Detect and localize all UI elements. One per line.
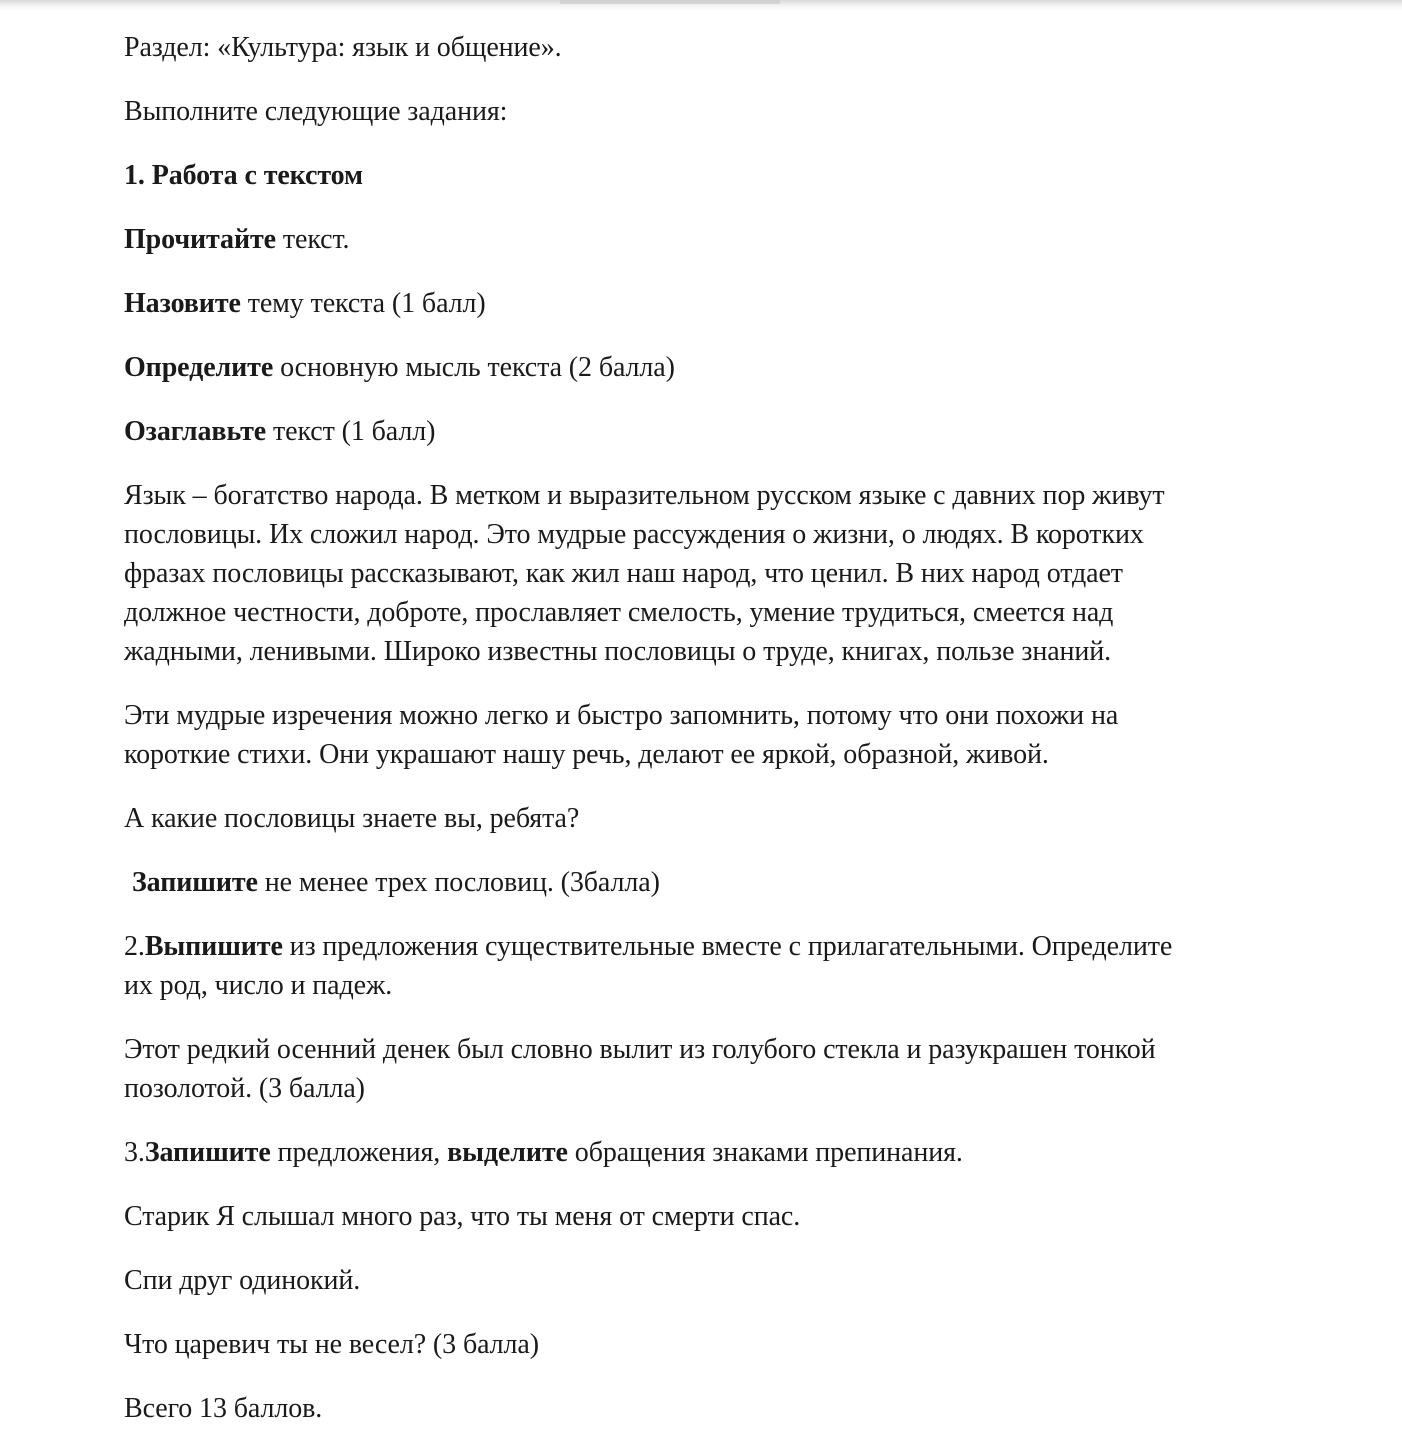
task1-item-name-topic: Назовите тему текста (1 балл): [124, 288, 486, 319]
task2-sentence: Этот редкий осенний денек был словно вылит из голубого стекла и разукрашен тонкой позолотой. (3 балла): [124, 1034, 1156, 1104]
task1-item-title: Озаглавьте текст (1 балл): [124, 416, 436, 447]
task1-item-read: Прочитайте текст.: [124, 224, 350, 255]
section-title: Раздел: «Культура: язык и общение».: [124, 32, 562, 63]
text-line: фразах пословицы рассказывают, как жил наш народ, что ценил. В них народ отдает: [124, 558, 1123, 589]
text-line: должное честности, доброте, прославляет смелость, умение трудиться, смеется над: [124, 597, 1114, 628]
task3-instruction: 3.Запишите предложения, выделите обращения знаками препинания.: [124, 1137, 963, 1168]
text-paragraph-1: [124, 476, 1294, 671]
document-content: [124, 28, 1294, 1453]
intro-line: Выполните следующие задания:: [124, 96, 508, 127]
write-proverbs-task: Запишите не менее трех пословиц. (3балла): [132, 867, 660, 898]
task1-heading: 1. Работа с текстом: [124, 160, 363, 191]
task2-instruction: 2.Выпишите из предложения существительные вместе с прилагательными. Определите их род, число и падеж.: [124, 931, 1173, 1001]
total-score: Всего 13 баллов.: [124, 1393, 323, 1424]
task3-sentence-1: Старик Я слышал много раз, что ты меня от смерти спас.: [124, 1201, 801, 1232]
text-paragraph-2: [124, 696, 1294, 774]
task1-item-main-idea: Определите основную мысль текста (2 балла): [124, 352, 675, 383]
text-line: пословицы. Их сложил народ. Это мудрые рассуждения о жизни, о людях. В коротких: [124, 519, 1144, 550]
task3-sentence-2: Спи друг одинокий.: [124, 1265, 361, 1296]
text-line: Эти мудрые изречения можно легко и быстро запомнить, потому что они похожи на: [124, 700, 1119, 731]
text-line: Язык – богатство народа. В метком и выразительном русском языке с давних пор живут: [124, 480, 1165, 511]
text-line: жадными, ленивыми. Широко известны пословицы о труде, книгах, пользе знаний.: [124, 636, 1112, 667]
proverbs-question: А какие пословицы знаете вы, ребята?: [124, 803, 580, 834]
text-line: короткие стихи. Они украшают нашу речь, делают ее яркой, образной, живой.: [124, 739, 1049, 770]
cropped-header-remnant: [560, 0, 780, 4]
task3-sentence-3: Что царевич ты не весел? (3 балла): [124, 1329, 539, 1360]
